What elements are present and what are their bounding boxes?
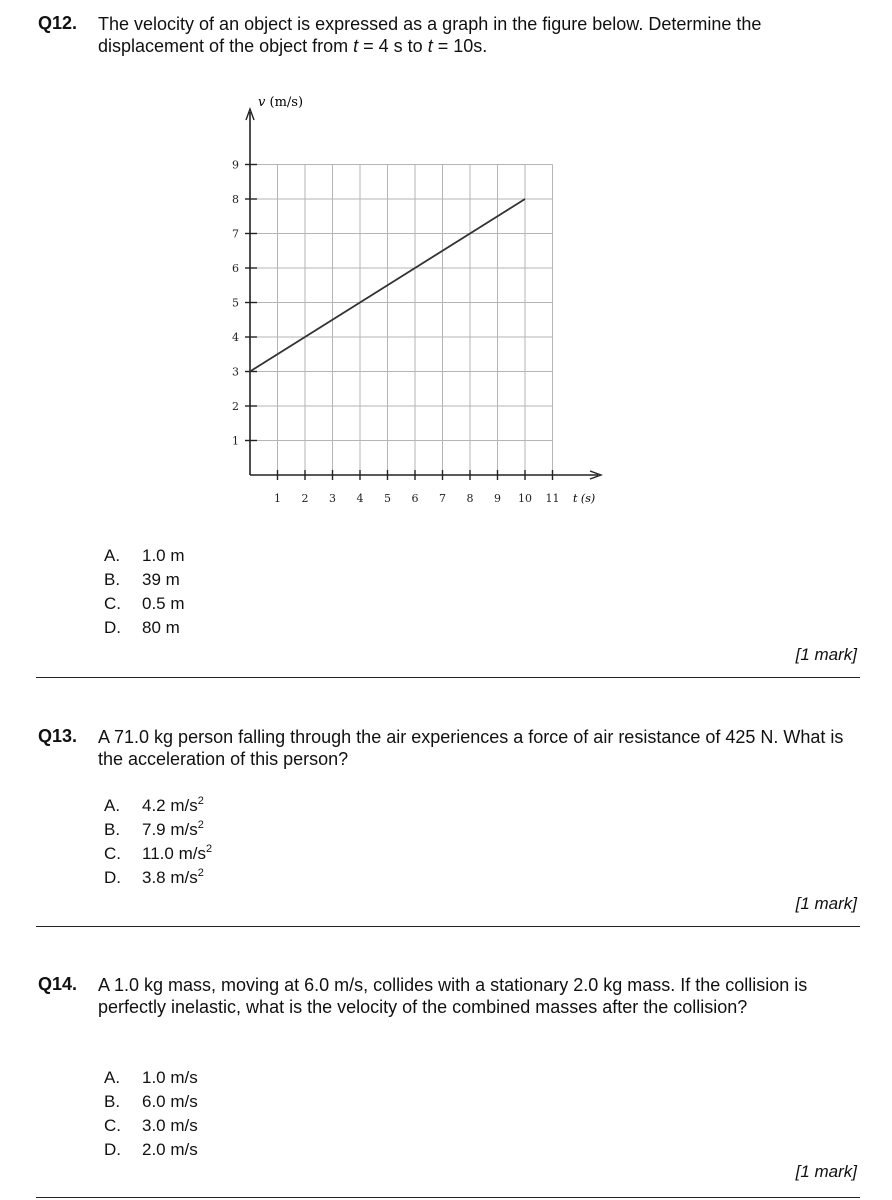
q14-option-b[interactable]: B. 6.0 m/s [104, 1092, 198, 1111]
y-tick-label: 4 [232, 331, 239, 344]
q12-number: Q12. [38, 13, 78, 33]
q13-mark: [1 mark] [795, 894, 857, 913]
x-tick-label: 8 [466, 492, 474, 505]
q13-options [104, 794, 212, 890]
y-tick-label: 5 [232, 296, 239, 310]
divider [36, 926, 860, 927]
x-tick-label: 3 [329, 492, 336, 505]
q13-number: Q13. [38, 726, 78, 746]
q14-options [104, 1066, 198, 1162]
q12-options [104, 544, 185, 640]
x-axis-label: t (s) [573, 492, 596, 505]
x-tick-label: 7 [439, 492, 446, 505]
q14-option-a[interactable]: A. 1.0 m/s [104, 1068, 198, 1087]
q13-option-d[interactable]: D. 3.8 $m/s^2$ [104, 867, 204, 887]
q12-option-a[interactable]: A. 1.0 m [104, 546, 185, 565]
q12-option-b[interactable]: B. 39 m [104, 570, 180, 589]
q13-question-text: A 71.0 kg person falling through the air experiences a force of air resistance of 425 N. What is the acceleration of this person? [98, 727, 844, 769]
x-tick-label: 10 [518, 492, 532, 505]
q13-option-b[interactable]: B. 7.9 $m/s^2$ [104, 819, 204, 839]
q12-mark: [1 mark] [795, 645, 857, 664]
q14-question-text: A 1.0 kg mass, moving at 6.0 m/s, collides with a stationary 2.0 kg mass. If the collision is perfectly inelastic, what is the velocity of the combined masses after the collision? [98, 975, 808, 1017]
q12-option-d[interactable]: D. 80 m [104, 618, 180, 637]
q14-mark: [1 mark] [795, 1162, 857, 1181]
y-tick-label: 6 [232, 262, 239, 275]
y-tick-label: 2 [232, 400, 239, 413]
y-tick-label: 7 [232, 227, 239, 241]
x-tick-label: 9 [494, 492, 501, 505]
y-tick-label: 8 [232, 193, 239, 206]
q13-option-c[interactable]: C. 11.0 $m/s^2$ [104, 843, 213, 863]
divider [36, 1197, 860, 1198]
x-tick-label: 2 [301, 492, 309, 505]
y-tick-label: 1 [232, 434, 239, 448]
q12-option-c[interactable]: C. 0.5 m [104, 594, 185, 613]
velocity-time-graph [200, 85, 620, 525]
x-tick-label: 5 [384, 492, 391, 505]
q13-option-a[interactable]: A. 4.2 $m/s^2$ [104, 795, 204, 815]
q14-option-d[interactable]: D. 2.0 m/s [104, 1140, 198, 1159]
q12-question-text: The velocity of an object is expressed as a graph in the figure below. Determine the displacement of the object from t = 4 s to t = 10s. [98, 14, 762, 56]
x-tick-label: 4 [356, 492, 364, 505]
x-tick-label: 6 [411, 492, 419, 505]
x-tick-label: 1 [274, 492, 281, 505]
divider [36, 677, 860, 678]
y-tick-label: 3 [232, 365, 239, 379]
y-tick-label: 9 [232, 158, 239, 172]
q14-number: Q14. [38, 974, 78, 994]
x-tick-label: 11 [545, 492, 560, 505]
y-axis-label: v (m/s) [258, 95, 304, 110]
graph-ticks [232, 159, 560, 506]
q14-option-c[interactable]: C. 3.0 m/s [104, 1116, 198, 1135]
